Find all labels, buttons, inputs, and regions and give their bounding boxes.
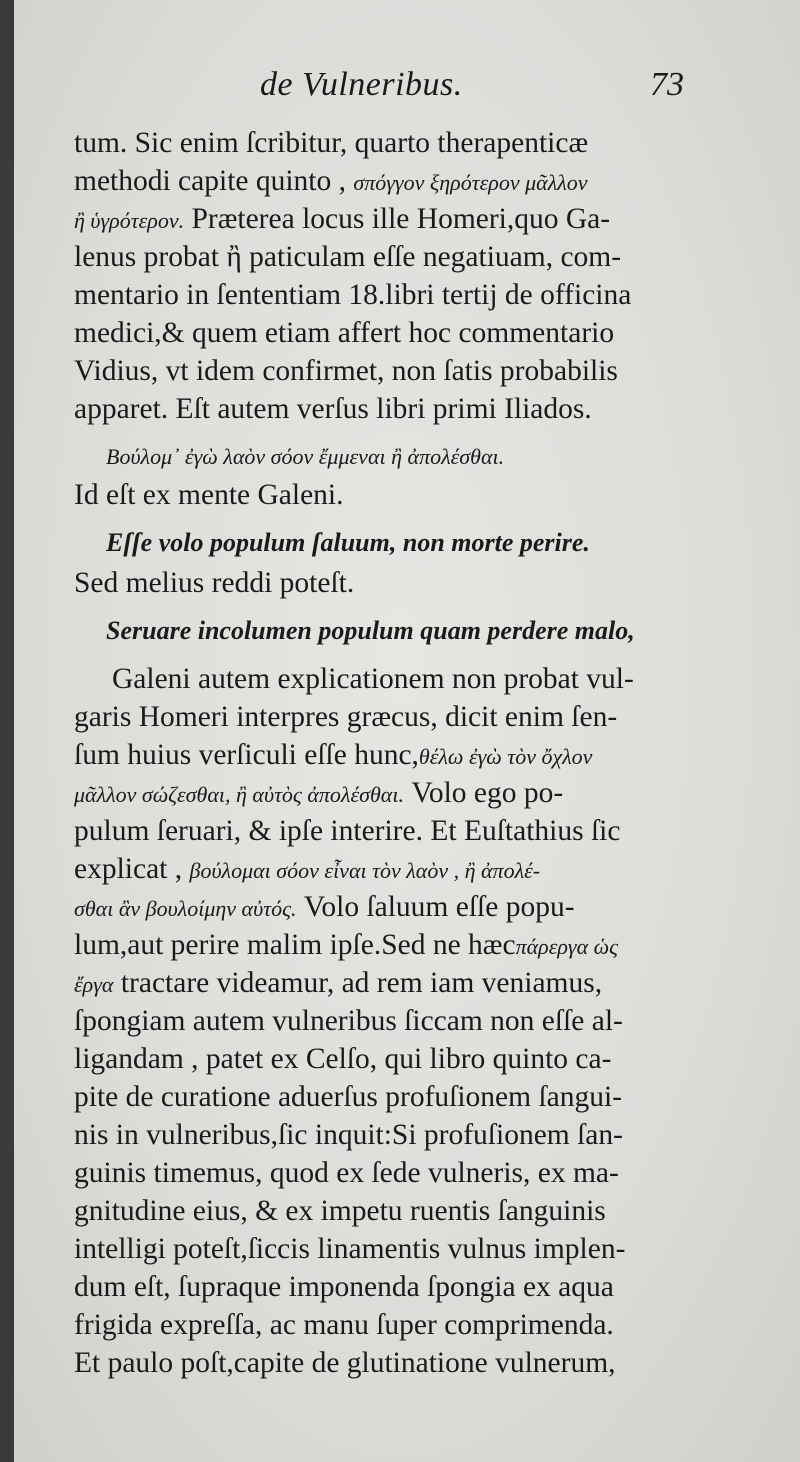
text-line: Galeni autem explicationem non probat vul- bbox=[112, 663, 634, 695]
latin-verse: Seruare incolumen populum quam perdere malo, bbox=[106, 616, 635, 645]
greek-phrase: μᾶλλον σώζεσθαι, ἢ αὐτὸς ἀπολέσθαι. bbox=[74, 782, 404, 807]
greek-phrase: ἢ ὑγρότερον. bbox=[74, 208, 185, 233]
text-line: Vidius, vt idem confirmet, non ſatis probabilis bbox=[74, 355, 618, 387]
text-line: nis in vulneribus,ſic inquit:Si profuſionem ſan- bbox=[74, 1119, 623, 1151]
greek-phrase: πάρεργα ὡς bbox=[515, 934, 619, 959]
text-line: mentario in ſententiam 18.libri tertij de officina bbox=[74, 279, 632, 311]
text-line: apparet. Eſt autem verſus libri primi Iliados. bbox=[74, 393, 592, 425]
text-line: ſum huius verſiculi eſſe hunc,θέλω ἐγὼ τὸν ὄχλον bbox=[74, 739, 593, 771]
latin-verse: Eſſe volo populum ſaluum, non morte perire. bbox=[106, 528, 590, 557]
text-line: ſpongiam autem vulneribus ſiccam non eſſe al- bbox=[74, 1005, 623, 1037]
text-line: ἢ ὑγρότερον. Præterea locus ille Homeri,quo Ga- bbox=[74, 203, 611, 235]
text-line: Id eſt ex mente Galeni. bbox=[74, 479, 344, 511]
text-line: gnitudine eius, & ex impetu ruentis ſanguinis bbox=[74, 1195, 606, 1227]
greek-phrase: σπόγγον ξηρότερον μᾶλλον bbox=[353, 170, 588, 195]
text-line: ligandam , patet ex Celſo, qui libro quinto ca- bbox=[74, 1043, 612, 1075]
text-line: lum,aut perire malim ipſe.Sed ne hæcπάρεργα ὡς bbox=[74, 929, 619, 961]
text-line: garis Homeri interpres græcus, dicit enim ſen- bbox=[74, 701, 618, 733]
text-line: explicat , βούλομαι σόον εἶναι τὸν λαὸν , ἢ ἀπολέ- bbox=[74, 853, 541, 885]
greek-verse: Βούλομ᾽ ἐγὼ λαὸν σόον ἔμμεναι ἢ ἀπολέσθαι. bbox=[106, 444, 505, 469]
text-line: pite de curatione aduerſus profuſionem ſangui- bbox=[74, 1081, 623, 1113]
page-edge-shadow bbox=[0, 0, 14, 1462]
greek-phrase: βούλομαι σόον εἶναι τὸν λαὸν , ἢ ἀπολέ- bbox=[189, 858, 541, 883]
text-line: Et paulo poſt,capite de glutinatione vulnerum, bbox=[74, 1347, 616, 1379]
greek-phrase: σθαι ἂν βουλοίμην αὐτός. bbox=[74, 896, 297, 921]
text-line: frigida expreſſa, ac manu ſuper comprimenda. bbox=[74, 1309, 614, 1341]
text-line: ἔργα tractare videamur, ad rem iam veniamus, bbox=[74, 967, 603, 999]
text-line: intelligi poteſt,ſiccis linamentis vulnus implen- bbox=[74, 1233, 626, 1265]
text-line: methodi capite quinto , σπόγγον ξηρότερον μᾶλλον bbox=[74, 165, 588, 197]
text-line: tum. Sic enim ſcribitur, quarto therapenticæ bbox=[74, 127, 589, 159]
text-line: pulum ſeruari, & ipſe interire. Et Euſtathius ſic bbox=[74, 815, 621, 847]
text-line: σθαι ἂν βουλοίμην αὐτός. Volo ſaluum eſſe popu- bbox=[74, 891, 575, 923]
text-line: dum eſt, ſupraque imponenda ſpongia ex aqua bbox=[74, 1271, 614, 1303]
text-line: lenus probat ἢ paticulam eſſe negatiuam, com- bbox=[74, 241, 622, 273]
page-number: 73 bbox=[650, 66, 684, 103]
text-line: μᾶλλον σώζεσθαι, ἢ αὐτὸς ἀπολέσθαι. Volo ego po- bbox=[74, 777, 564, 809]
text-line: guinis timemus, quod ex ſede vulneris, ex ma- bbox=[74, 1157, 619, 1189]
greek-phrase: ἔργα bbox=[74, 972, 114, 997]
running-title: de Vulneribus. bbox=[260, 66, 463, 103]
greek-phrase: θέλω ἐγὼ τὸν ὄχλον bbox=[418, 744, 593, 769]
text-line: medici,& quem etiam affert hoc commentario bbox=[74, 317, 615, 349]
text-line: Sed melius reddi poteſt. bbox=[74, 567, 355, 599]
